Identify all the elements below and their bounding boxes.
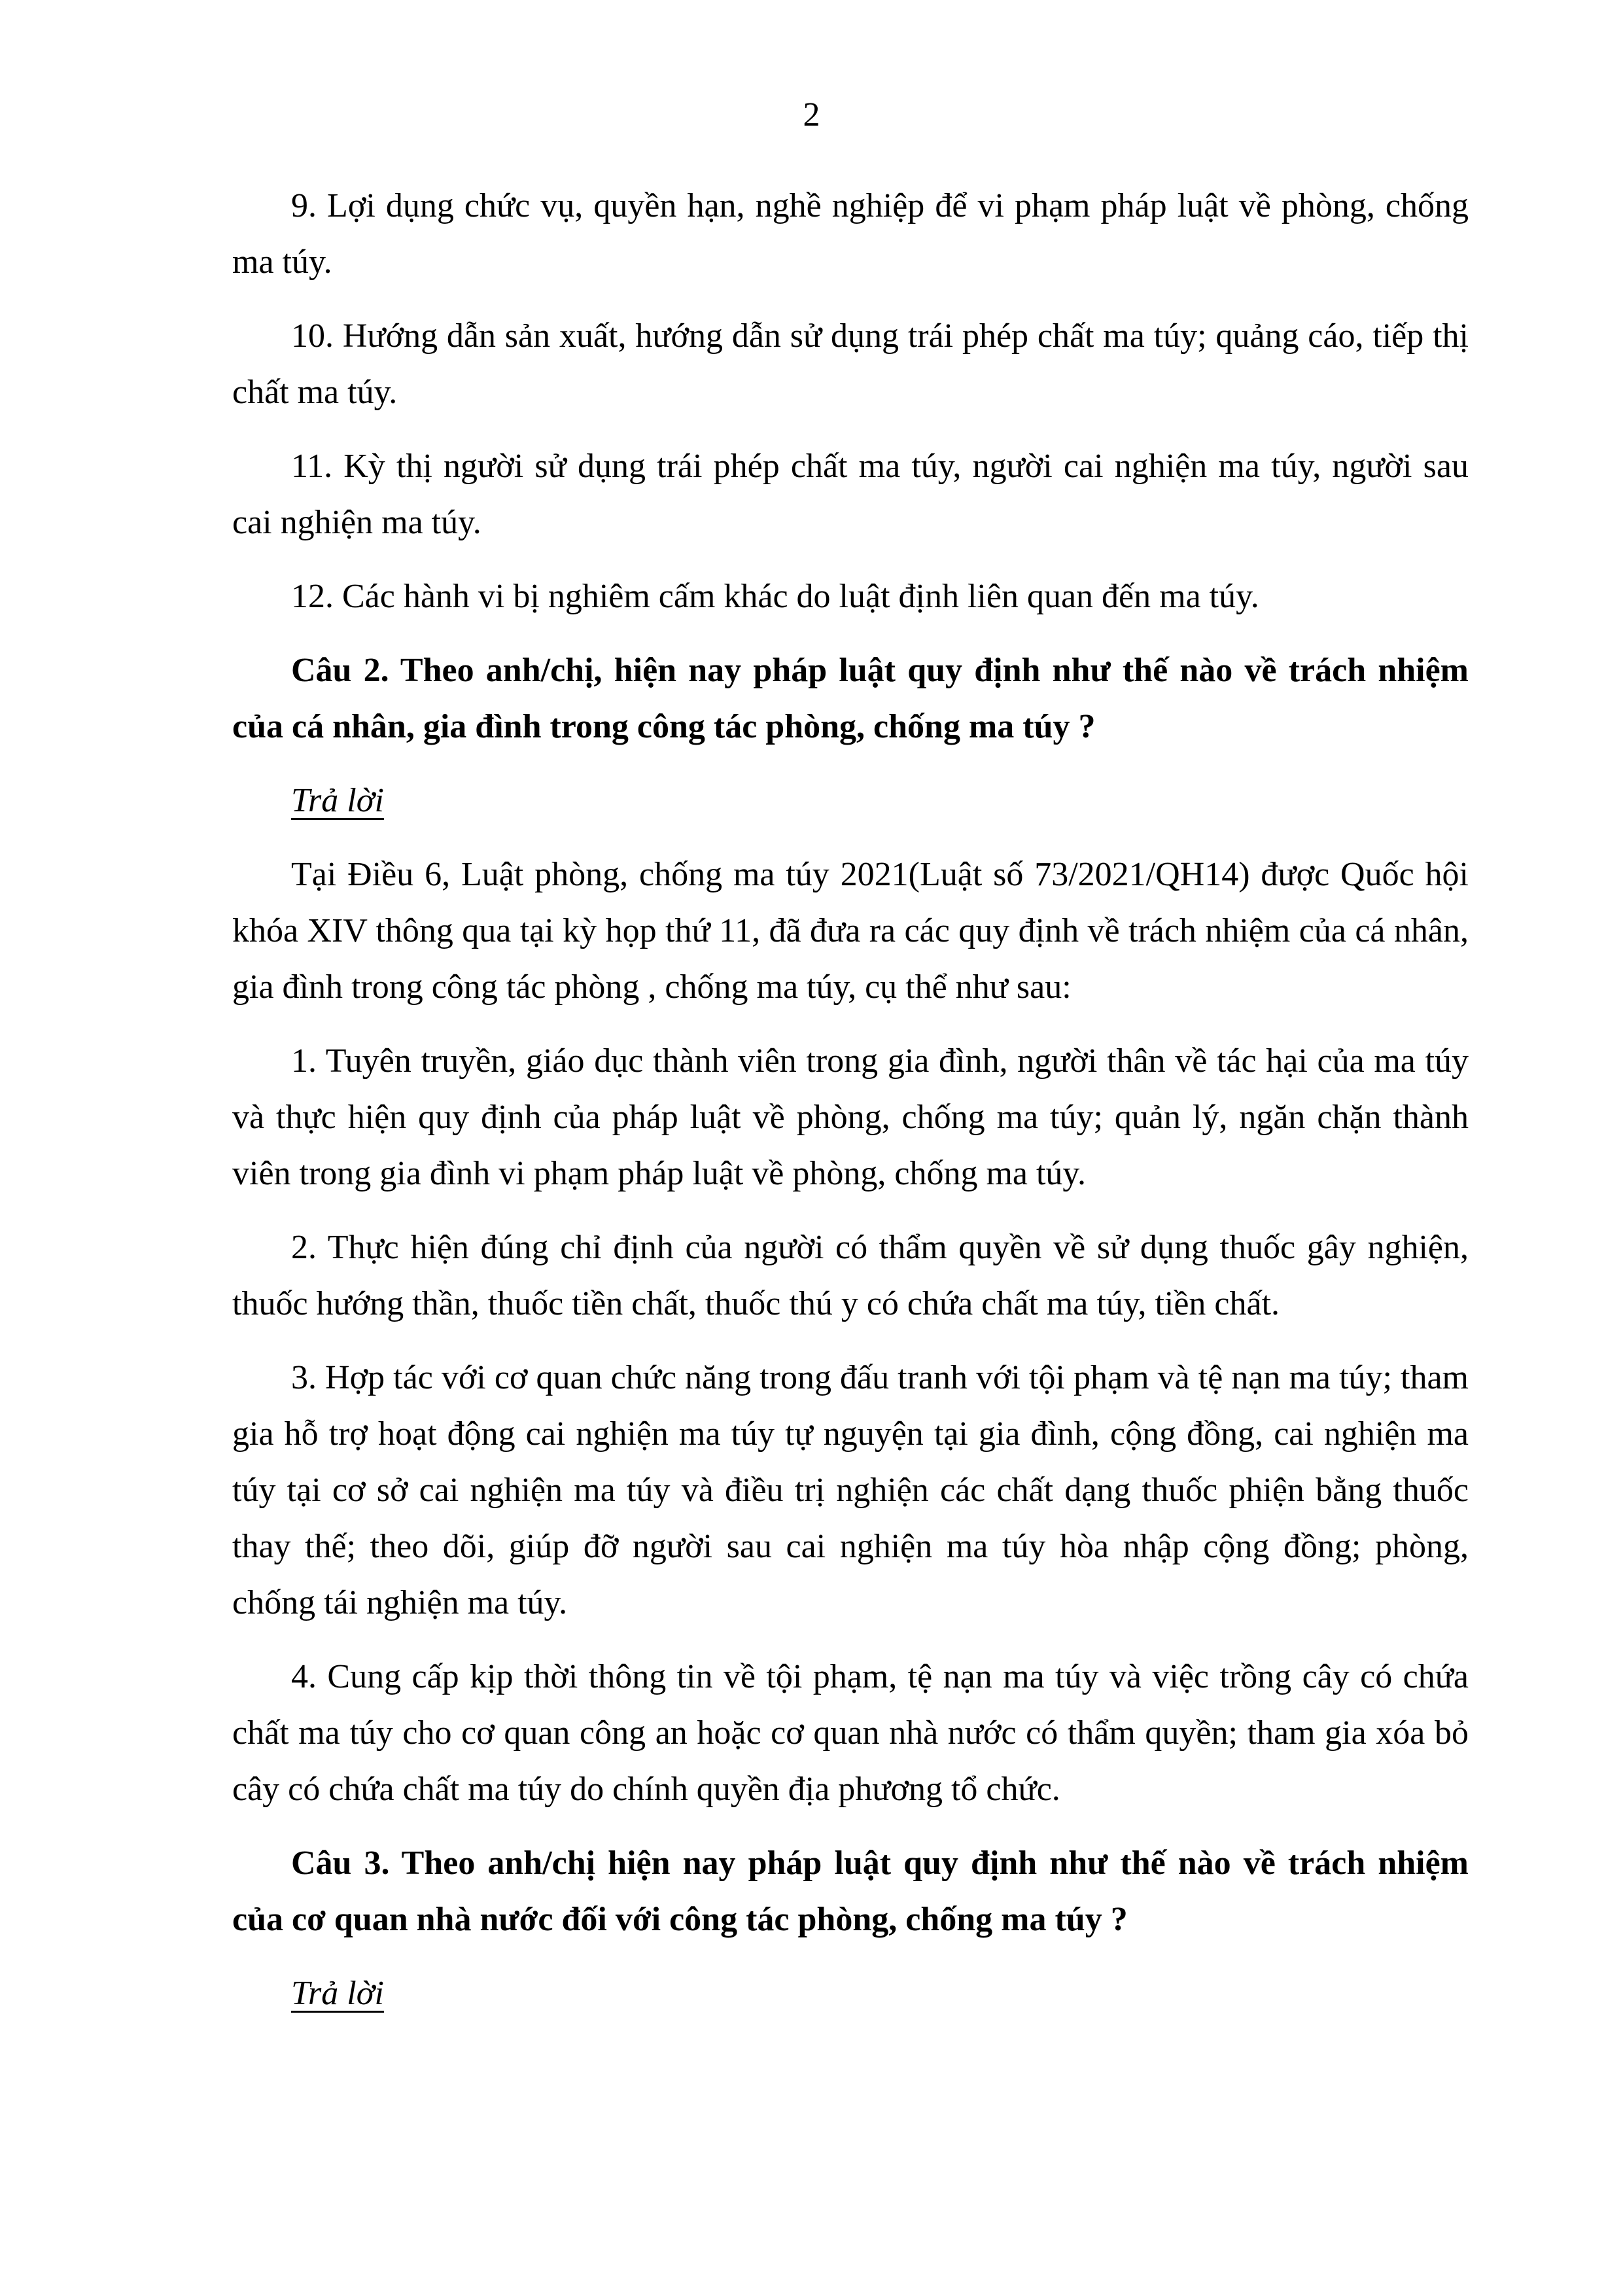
- answer-label-q2: Trả lời: [291, 782, 384, 819]
- answer-label-q3: Trả lời: [291, 1975, 384, 2012]
- answer-intro-q2: Tại Điều 6, Luật phòng, chống ma túy 2021(Luật số 73/2021/QH14) được Quốc hội khóa XIV thông qua tại kỳ họp thứ 11, đã đưa ra các quy định về trách nhiệm của cá nhân, gia đình trong công tác phòng , chống ma túy, cụ thể như sau:: [232, 856, 1469, 1006]
- document-body: [232, 178, 1469, 2040]
- clause-11: 11. Kỳ thị người sử dụng trái phép chất ma túy, người cai nghiện ma túy, người sau cai nghiện ma túy.: [232, 448, 1469, 541]
- question-2-heading: Câu 2. Theo anh/chị, hiện nay pháp luật quy định như thế nào về trách nhiệm của cá nhân, gia đình trong công tác phòng, chống ma túy ?: [232, 652, 1469, 745]
- clause-10: 10. Hướng dẫn sản xuất, hướng dẫn sử dụng trái phép chất ma túy; quảng cáo, tiếp thị chất ma túy.: [232, 317, 1469, 411]
- page-number: 2: [803, 96, 820, 133]
- responsibility-2: 2. Thực hiện đúng chỉ định của người có thẩm quyền về sử dụng thuốc gây nghiện, thuốc hướng thần, thuốc tiền chất, thuốc thú y có chứa chất ma túy, tiền chất.: [232, 1229, 1469, 1322]
- question-3-heading: Câu 3. Theo anh/chị hiện nay pháp luật quy định như thế nào về trách nhiệm của cơ quan nhà nước đối với công tác phòng, chống ma túy ?: [232, 1845, 1469, 1938]
- clause-12: 12. Các hành vi bị nghiêm cấm khác do luật định liên quan đến ma túy.: [291, 578, 1259, 615]
- clause-9: 9. Lợi dụng chức vụ, quyền hạn, nghề nghiệp để vi phạm pháp luật về phòng, chống ma túy.: [232, 187, 1469, 281]
- responsibility-3: 3. Hợp tác với cơ quan chức năng trong đấu tranh với tội phạm và tệ nạn ma túy; tham gia hỗ trợ hoạt động cai nghiện ma túy tự nguyện tại gia đình, cộng đồng, cai nghiện ma túy tại cơ sở cai nghiện ma túy và điều trị nghiện các chất dạng thuốc phiện bằng thuốc thay thế; theo dõi, giúp đỡ người sau cai nghiện ma túy hòa nhập cộng đồng; phòng, chống tái nghiện ma túy.: [232, 1359, 1469, 1621]
- responsibility-4: 4. Cung cấp kịp thời thông tin về tội phạm, tệ nạn ma túy và việc trồng cây có chứa chất ma túy cho cơ quan công an hoặc cơ quan nhà nước có thẩm quyền; tham gia xóa bỏ cây có chứa chất ma túy do chính quyền địa phương tổ chức.: [232, 1658, 1469, 1808]
- responsibility-1: 1. Tuyên truyền, giáo dục thành viên trong gia đình, người thân về tác hại của ma túy và thực hiện quy định của pháp luật về phòng, chống ma túy; quản lý, ngăn chặn thành viên trong gia đình vi phạm pháp luật về phòng, chống ma túy.: [232, 1042, 1469, 1192]
